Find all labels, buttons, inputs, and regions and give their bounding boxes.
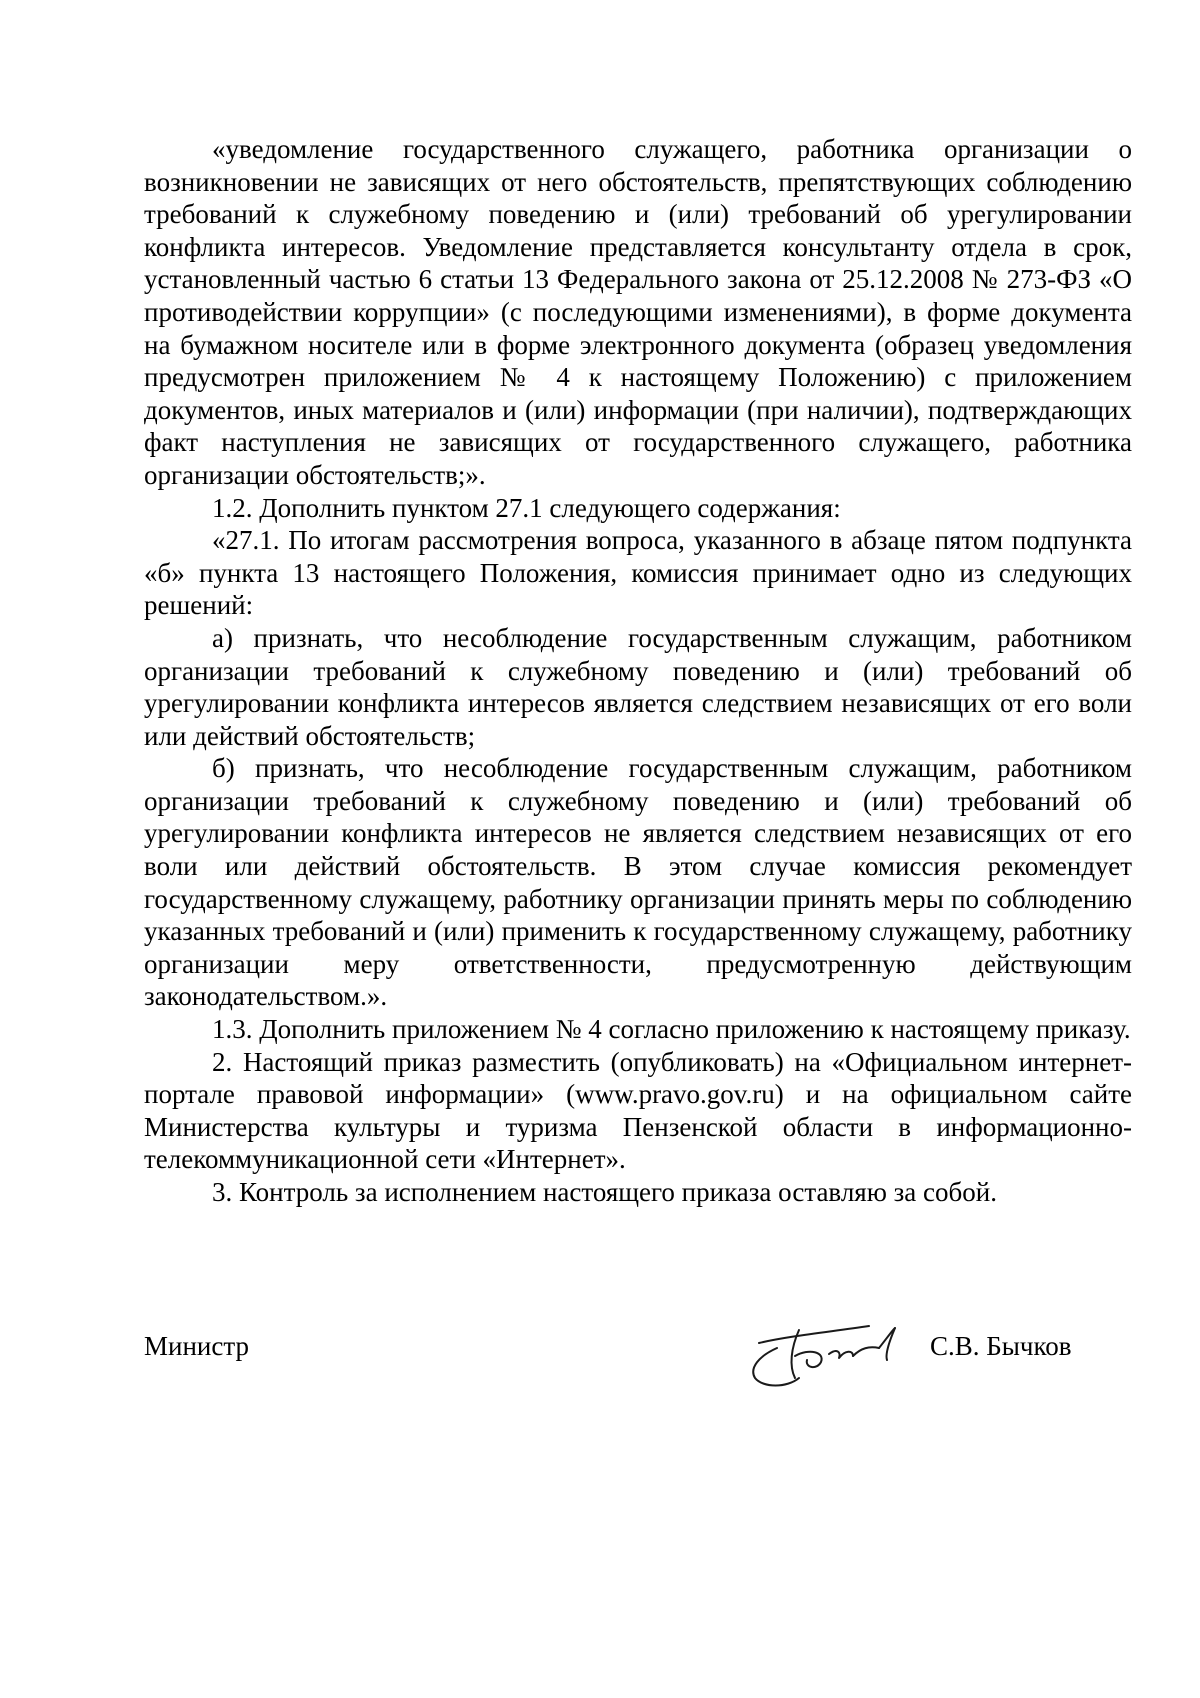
paragraph-3: 3. Контроль за исполнением настоящего приказа оставляю за собой. (212, 1177, 997, 1207)
paragraph-27-1: «27.1. По итогам рассмотрения вопроса, указанного в абзаце пятом подпункта «б» пункта 13 настоящего Положения, комиссия принимает одно из следующих решений: (144, 525, 1132, 621)
paragraph-decision-a: а) признать, что несоблюдение государственным служащим, работником организации требований к служебному поведению и (или) требований об урегулировании конфликта интересов является следствием независящих от его воли или действий обстоятельств; (144, 622, 1132, 751)
signature-block (144, 1330, 1132, 1410)
signatory-title: Министр (144, 1331, 249, 1361)
paragraph-decision-b: б) признать, что несоблюдение государственным служащим, работником организации требований к служебному поведению и (или) требований об урегулировании конфликта интересов не является следствием независящих от его воли или действий обстоятельств. В этом случае комиссия рекомендует государственному служащему, работнику организации принять меры по соблюдению указанных требований и (или) применить к государственному служащему, работнику организации меру ответственности, предусмотренную действующим законодательством.». (144, 753, 1132, 1012)
paragraph-1-2: 1.2. Дополнить пунктом 27.1 следующего содержания: (212, 492, 841, 523)
paragraph-notification-clause: «уведомление государственного служащего, работника организации о возникновении не зависящих от него обстоятельств, препятствующих соблюдению требований к служебному поведению и (или) требований об урегулировании конфликта интересов. Уведомление представляется консультанту отдела в срок, установленный частью 6 статьи 13 Федерального закона от 25.12.2008 № 273-ФЗ «О противодействии коррупции» (с последующими изменениями), в форме документа на бумажном носителе или в форме электронного документа (образец уведомления предусмотрен приложением № 4 к настоящему Положению) с приложением документов, иных материалов и (или) информации (при наличии), подтверждающих факт наступления не зависящих от государственного служащего, работника организации обстоятельств;». (144, 134, 1132, 490)
paragraph-2: 2. Настоящий приказ разместить (опубликовать) на «Официальном интернет-портале правовой информации» (www.pravo.gov.ru) и на официальном сайте Министерства культуры и туризма Пензенской области в информационно-телекоммуникационной сети «Интернет». (144, 1046, 1132, 1175)
paragraph-1-3: 1.3. Дополнить приложением № 4 согласно приложению к настоящему приказу. (212, 1014, 1131, 1045)
document-body (144, 133, 1132, 1209)
handwritten-signature (729, 1308, 949, 1396)
signatory-name: С.В. Бычков (930, 1331, 1072, 1361)
